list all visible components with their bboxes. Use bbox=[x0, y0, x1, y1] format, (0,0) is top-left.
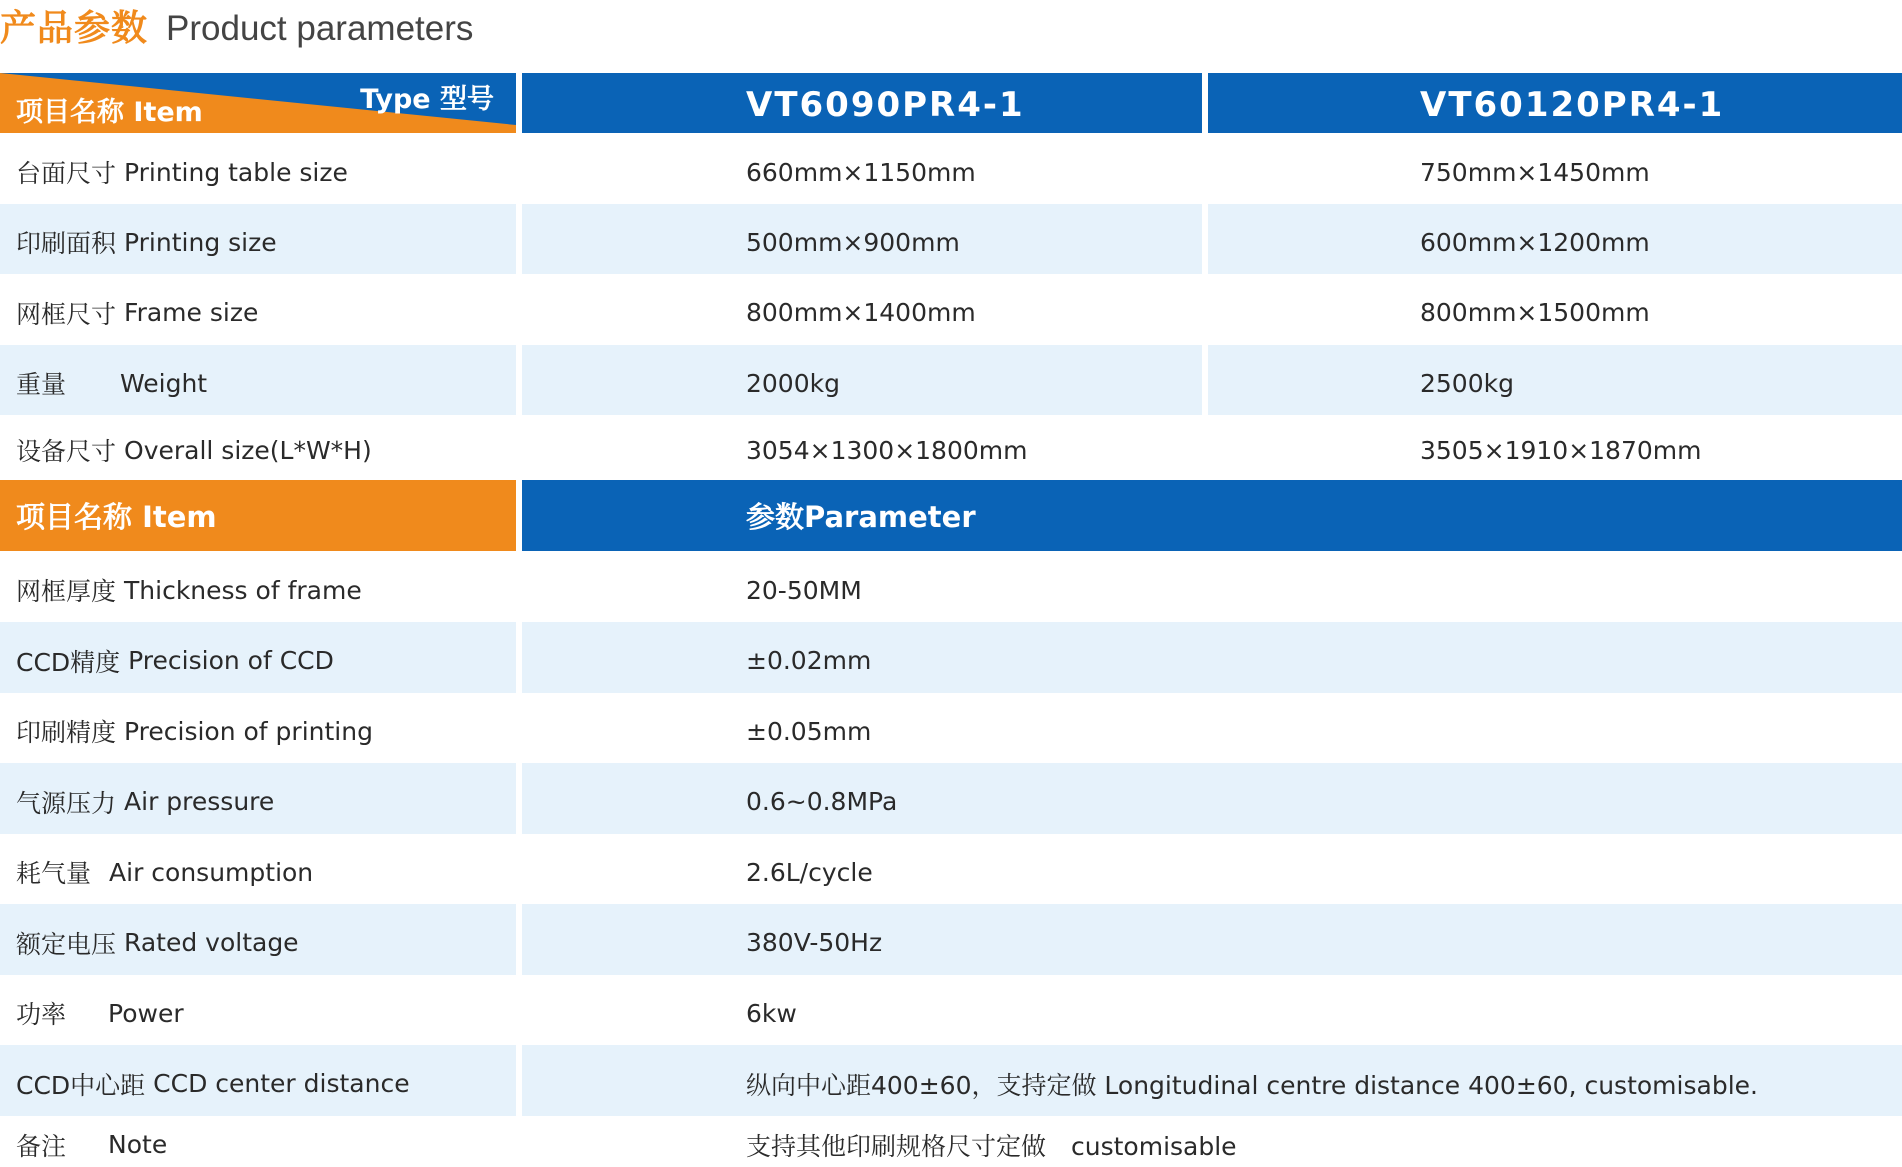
param-label-zh: CCD精度 bbox=[16, 647, 121, 677]
param-label-en: Thickness of frame bbox=[124, 575, 362, 605]
spec-value-model-2: 2500kg bbox=[1208, 345, 1902, 415]
spec-value-model-1: 2000kg bbox=[522, 345, 1202, 415]
param-value: 纵向中心距400±60，支持定做 Longitudinal centre distance 400±60, customisable. bbox=[522, 1045, 1902, 1116]
param-label-en: Rated voltage bbox=[124, 928, 299, 957]
spec-row bbox=[0, 345, 1902, 415]
param-value: ±0.05mm bbox=[746, 716, 872, 746]
param-row bbox=[0, 975, 1902, 1045]
spec-row bbox=[0, 204, 1902, 274]
spec-label-en: Printing table size bbox=[124, 157, 348, 187]
model-1-header: VT6090PR4-1 bbox=[522, 73, 1202, 133]
param-value: 20-50MM bbox=[746, 575, 862, 605]
spec-label-zh: 印刷面积 bbox=[16, 229, 117, 258]
spec-label-en: Weight bbox=[120, 368, 208, 398]
param-label bbox=[0, 622, 516, 693]
param-label-zh: 耗气量 bbox=[16, 859, 92, 888]
param-label bbox=[0, 552, 516, 622]
param-value: 380V-50Hz bbox=[522, 904, 1902, 975]
param-row bbox=[0, 552, 1902, 622]
param-row bbox=[0, 904, 1902, 975]
spec-row bbox=[0, 134, 1902, 204]
parameter-header-cell: 参数Parameter bbox=[522, 480, 1902, 551]
spec-label bbox=[0, 345, 516, 415]
param-row bbox=[0, 763, 1902, 834]
spec-label-zh: 重量 bbox=[16, 370, 67, 399]
spec-label-zh: 网框尺寸 bbox=[16, 299, 117, 329]
title-english: Product parameters bbox=[166, 9, 474, 48]
param-label-zh: 备注 bbox=[16, 1131, 67, 1161]
param-label-zh: CCD中心距 bbox=[16, 1070, 146, 1100]
page-title bbox=[0, 0, 473, 60]
spec-value-model-2: 3505×1910×1870mm bbox=[1420, 435, 1702, 465]
spec-label-zh: 设备尺寸 bbox=[16, 437, 117, 466]
spec-value-model-2: 800mm×1500mm bbox=[1420, 298, 1650, 327]
param-label-en: CCD center distance bbox=[153, 1069, 410, 1098]
param-row bbox=[0, 622, 1902, 693]
model-header-row bbox=[0, 73, 1902, 133]
spec-row bbox=[0, 274, 1902, 345]
spec-row bbox=[0, 415, 1902, 479]
spec-label-en: Overall size(L*W*H) bbox=[124, 435, 372, 465]
param-row bbox=[0, 693, 1902, 763]
title-chinese: 产品参数 bbox=[0, 8, 149, 49]
param-label-zh: 印刷精度 bbox=[16, 718, 117, 747]
item-type-header-cell bbox=[0, 73, 516, 133]
param-label-zh: 功率 bbox=[16, 1000, 67, 1029]
param-value: 2.6L/cycle bbox=[746, 857, 873, 887]
spec-label-en: Frame size bbox=[124, 298, 259, 327]
param-label-en: Note bbox=[108, 1130, 168, 1159]
spec-label bbox=[0, 204, 516, 274]
param-row bbox=[0, 1116, 1902, 1167]
param-value: 6kw bbox=[746, 998, 797, 1028]
spec-value-model-1: 800mm×1400mm bbox=[746, 298, 976, 327]
param-label-zh: 气源压力 bbox=[16, 788, 117, 818]
param-value: ±0.02mm bbox=[522, 622, 1902, 693]
spec-label bbox=[0, 415, 516, 479]
model-2-header: VT60120PR4-1 bbox=[1208, 73, 1902, 133]
param-value: 支持其他印刷规格尺寸定做 customisable bbox=[746, 1131, 1237, 1161]
param-label bbox=[0, 975, 516, 1045]
spec-value-model-2: 600mm×1200mm bbox=[1208, 204, 1902, 274]
param-row bbox=[0, 834, 1902, 904]
param-label-en: Precision of CCD bbox=[128, 646, 334, 675]
type-label: Type 型号 bbox=[360, 84, 494, 115]
param-label-en: Air pressure bbox=[124, 787, 275, 816]
spec-label bbox=[0, 274, 516, 345]
parameter-header-row bbox=[0, 480, 1902, 551]
param-row bbox=[0, 1045, 1902, 1116]
param-label-zh: 额定电压 bbox=[16, 929, 117, 959]
param-label-en: Air consumption bbox=[109, 857, 314, 887]
param-label-en: Power bbox=[108, 998, 184, 1028]
param-label bbox=[0, 904, 516, 975]
param-label bbox=[0, 1116, 516, 1167]
param-label-zh: 网框厚度 bbox=[16, 577, 117, 606]
spec-label bbox=[0, 134, 516, 204]
item-header-cell: 项目名称 Item bbox=[0, 480, 516, 551]
item-label: 项目名称 Item bbox=[16, 97, 203, 128]
param-label-en: Precision of printing bbox=[124, 716, 373, 746]
spec-value-model-2: 750mm×1450mm bbox=[1420, 157, 1650, 187]
param-label bbox=[0, 1045, 516, 1116]
param-label bbox=[0, 693, 516, 763]
spec-label-zh: 台面尺寸 bbox=[16, 159, 117, 188]
spec-label-en: Printing size bbox=[124, 227, 277, 257]
param-label bbox=[0, 834, 516, 904]
param-label bbox=[0, 763, 516, 834]
spec-value-model-1: 3054×1300×1800mm bbox=[746, 435, 1028, 465]
spec-value-model-1: 500mm×900mm bbox=[522, 204, 1202, 274]
param-value: 0.6~0.8MPa bbox=[522, 763, 1902, 834]
spec-value-model-1: 660mm×1150mm bbox=[746, 157, 976, 187]
